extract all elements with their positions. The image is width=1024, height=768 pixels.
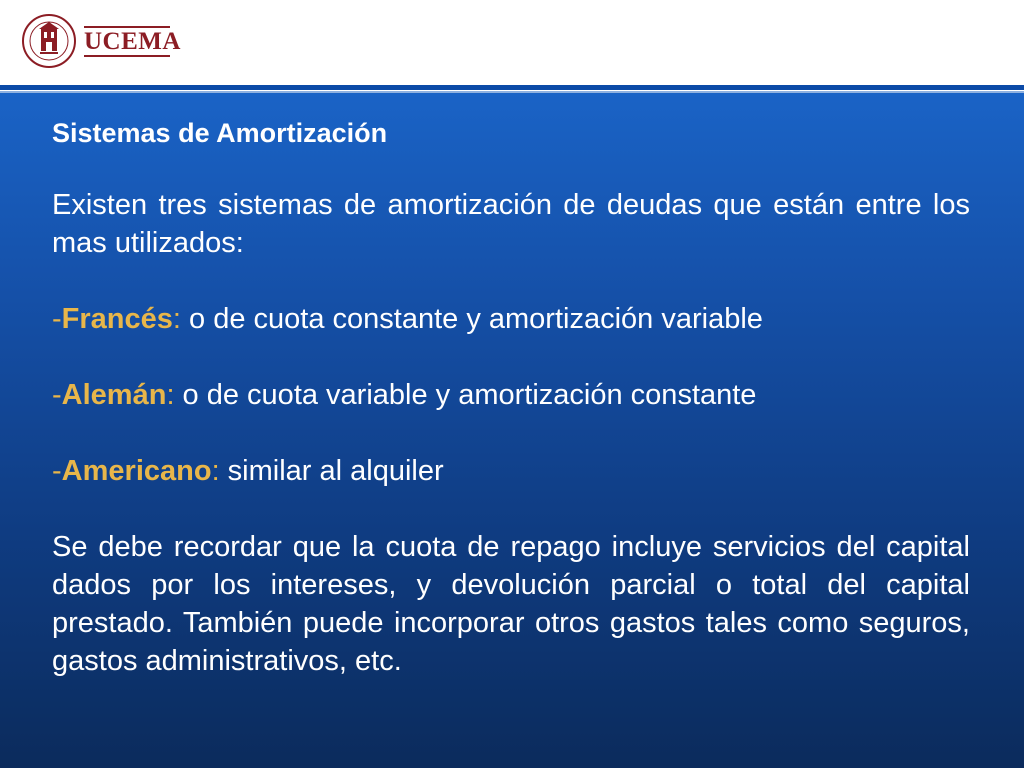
bullet-term: Alemán xyxy=(61,379,167,411)
bullet-colon: : xyxy=(211,455,220,487)
bullet-term: Americano xyxy=(61,455,212,487)
intro-paragraph: Existen tres sistemas de amortización de deudas que están entre los mas utilizados: xyxy=(52,189,970,259)
header-divider xyxy=(0,85,1024,90)
slide-title: Sistemas de Amortización xyxy=(52,118,388,148)
bullet-frances xyxy=(52,300,970,338)
bullet-text: o de cuota constante y amortización variable xyxy=(180,303,763,335)
university-seal-logo xyxy=(22,12,76,70)
bullet-dash: - xyxy=(52,455,62,487)
slide-header xyxy=(0,0,1024,86)
bullet-text: o de cuota variable y amortización constante xyxy=(174,379,757,411)
bullet-dash: - xyxy=(52,379,62,411)
slide-content xyxy=(52,116,970,680)
bullet-colon: : xyxy=(172,303,181,335)
logo-rule-bottom xyxy=(84,55,170,57)
bullet-colon: : xyxy=(166,379,175,411)
bullet-americano xyxy=(52,452,970,490)
bullet-aleman xyxy=(52,376,970,414)
ucema-logo-text: UCEMA xyxy=(84,28,181,55)
bullet-text: similar al alquiler xyxy=(219,455,444,487)
bullet-term: Francés xyxy=(61,303,173,335)
closing-paragraph: Se debe recordar que la cuota de repago incluye servicios del capital dados por los intereses, y devolución parcial o total del capital prestado. También puede incorporar otros gastos tales como seguros, gastos administrativos, etc. xyxy=(52,531,970,677)
bullet-dash: - xyxy=(52,303,62,335)
